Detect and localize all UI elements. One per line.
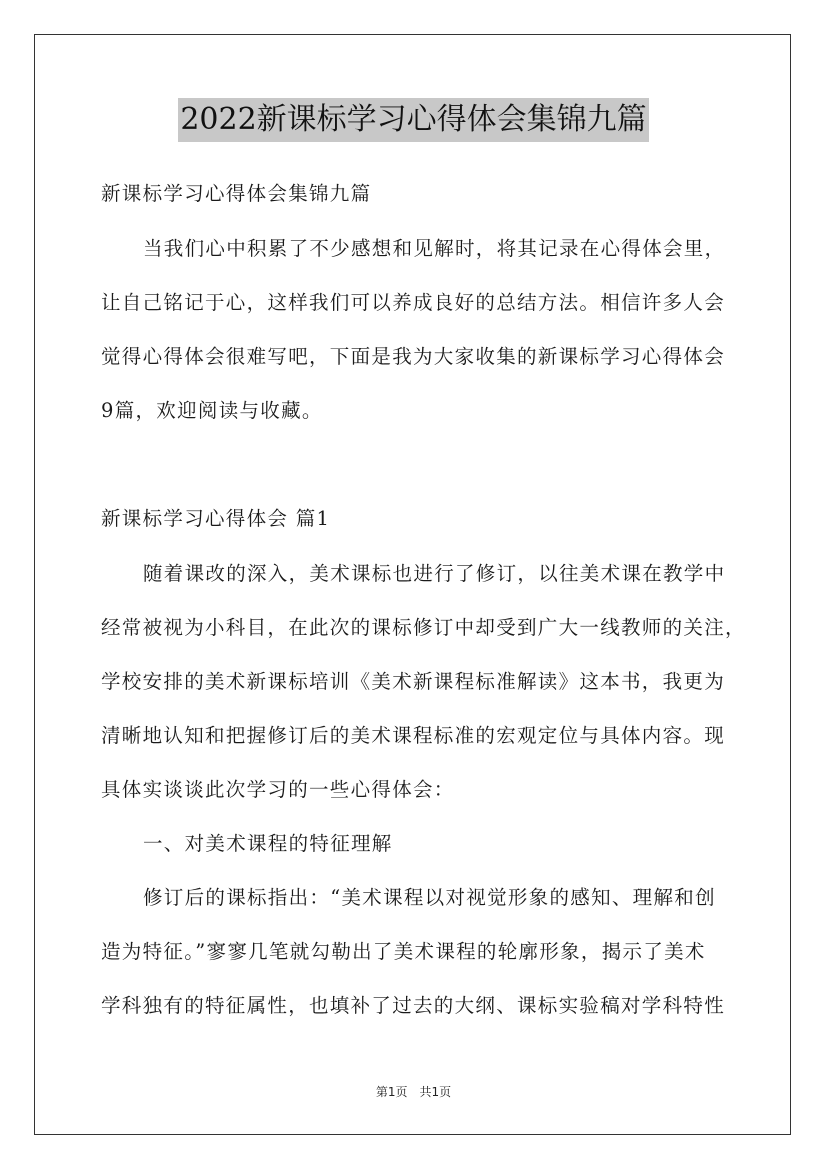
paragraph-line: 当我们心中积累了不少感想和见解时，将其记录在心得体会里， <box>143 237 726 260</box>
page-footer: 第1页 共1页 <box>375 1085 452 1099</box>
paragraph-line: 清晰地认知和把握修订后的美术课程标准的宏观定位与具体内容。现 <box>101 724 726 747</box>
paragraph-line: 让自己铭记于心，这样我们可以养成良好的总结方法。相信许多人会 <box>101 291 726 314</box>
paragraph-line: 经常被视为小科目，在此次的课标修订中却受到广大一线教师的关注， <box>101 616 746 639</box>
title-container <box>0 98 827 142</box>
paragraph-line: 随着课改的深入，美术课标也进行了修订，以往美术课在教学中 <box>143 562 726 585</box>
document-title: 2022新课标学习心得体会集锦九篇 <box>178 98 648 142</box>
paragraph-line: 造为特征。”寥寥几笔就勾勒出了美术课程的轮廓形象，揭示了美术 <box>101 940 706 963</box>
paragraph-line: 修订后的课标指出：“美术课程以对视觉形象的感知、理解和创 <box>143 886 716 909</box>
paragraph-line: 9篇，欢迎阅读与收藏。 <box>101 399 323 422</box>
paragraph-line: 具体实谈谈此次学习的一些心得体会： <box>101 778 455 801</box>
section-heading: 新课标学习心得体会 篇1 <box>101 507 331 530</box>
paragraph-line: 学校安排的美术新课标培训《美术新课程标准解读》这本书，我更为 <box>101 670 726 693</box>
paragraph-line: 学科独有的特征属性，也填补了过去的大纲、课标实验稿对学科特性 <box>101 994 726 1017</box>
subtitle-line: 新课标学习心得体会集锦九篇 <box>101 182 372 205</box>
paragraph-line: 觉得心得体会很难写吧，下面是我为大家收集的新课标学习心得体会 <box>101 345 726 368</box>
subsection-heading: 一、对美术课程的特征理解 <box>143 832 393 855</box>
